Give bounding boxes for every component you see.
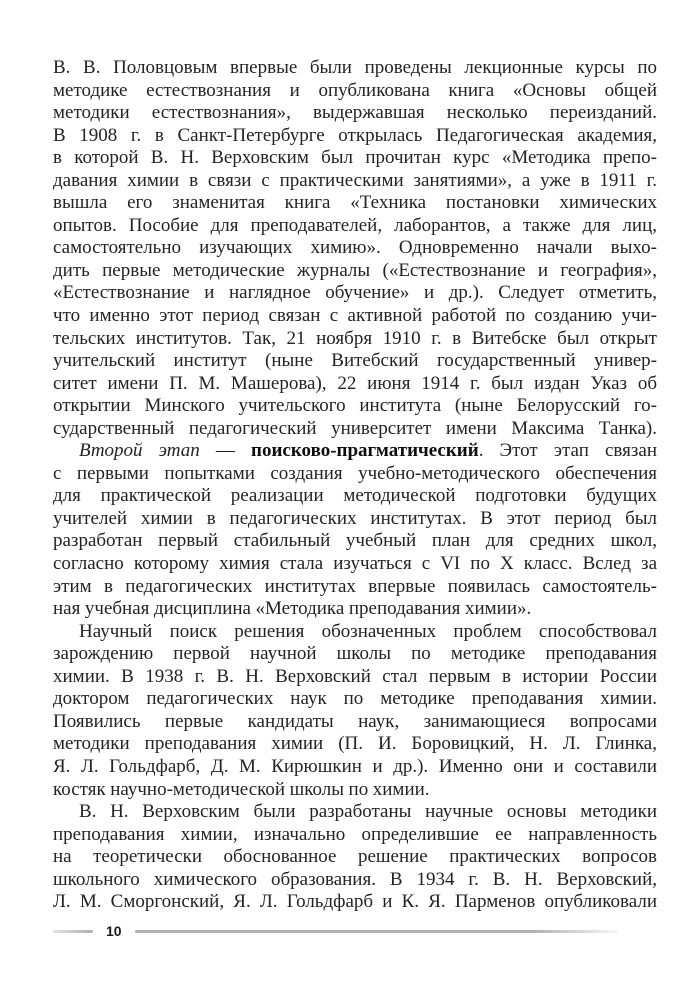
paragraph <box>53 621 657 801</box>
text-line <box>53 869 657 892</box>
text-line <box>53 485 657 508</box>
text-segment: согласно которому химия стала изучаться с VI по X класс. Вслед за <box>53 553 657 575</box>
text-segment: преподавания химии, изначально определившие ее направленность <box>53 823 657 845</box>
text-segment: доктором педагогических наук по методике преподавания химии. <box>53 688 657 710</box>
text-line <box>53 395 657 418</box>
text-segment: методики преподавания химии (П. И. Боровицкий, Н. Л. Глинка, <box>53 733 657 755</box>
text-segment: что именно этот период связан с активной работой по созданию учи- <box>53 305 657 327</box>
text-line <box>53 147 657 170</box>
text-segment: Я. Л. Гольдфарб, Д. М. Кирюшкин и др.). Именно они и составили <box>53 755 657 777</box>
text-line <box>53 440 657 463</box>
text-segment: давания химии в связи с практическими занятиями», а уже в 1911 г. <box>53 169 657 191</box>
paragraph <box>53 440 657 620</box>
text-line <box>53 733 657 756</box>
text-segment: поисково-прагматический <box>251 440 479 462</box>
text-segment: В 1908 г. в Санкт-Петербурге открылась Педагогическая академия, <box>53 124 657 146</box>
text-segment: учительский институт (ныне Витебский государственный универ- <box>53 350 657 372</box>
text-segment: в которой В. Н. Верховским был прочитан курс «Методика препо- <box>53 147 657 169</box>
text-line <box>53 688 657 711</box>
text-segment: методики естествознания», выдержавшая несколько переизданий. <box>53 102 657 124</box>
text-line <box>53 125 657 148</box>
text-segment: костяк научно-методической школы по химии. <box>53 778 430 800</box>
text-segment: ситет имени П. М. Машерова), 22 июня 1914 г. был издан Указ об <box>53 372 657 394</box>
text-segment: на теоретически обоснованное решение практических вопросов <box>53 846 657 868</box>
text-segment: разработан первый стабильный учебный план для средних школ, <box>53 530 657 552</box>
footer-rule-left <box>53 930 93 933</box>
text-segment: В. Н. Верховским были разработаны научные основы методики <box>79 801 657 823</box>
paragraph <box>53 57 657 440</box>
text-segment: Второй этап <box>79 440 200 462</box>
text-line <box>53 373 657 396</box>
text-line <box>53 666 657 689</box>
text-line <box>53 192 657 215</box>
text-segment: опытов. Пособие для преподавателей, лаборантов, а также для лиц, <box>53 214 657 236</box>
text-line <box>53 80 657 103</box>
text-line <box>53 576 657 599</box>
text-segment: этим в педагогических институтах впервые появилась самостоятель- <box>53 575 657 597</box>
text-segment: методике естествознания и опубликована книга «Основы общей <box>53 79 657 101</box>
text-segment: . Этот этап связан <box>478 440 657 462</box>
text-line <box>53 530 657 553</box>
text-line <box>53 102 657 125</box>
text-line <box>53 237 657 260</box>
text-segment: для практической реализации методической подготовки будущих <box>53 485 657 507</box>
text-segment: ная учебная дисциплина «Методика преподавания химии». <box>53 598 532 620</box>
text-segment: школьного химического образования. В 1934 г. В. Н. Верховский, <box>53 868 657 890</box>
text-segment: химии. В 1938 г. В. Н. Верховский стал первым в истории России <box>53 665 657 687</box>
text-segment: с первыми попытками создания учебно-методического обеспечения <box>53 462 657 484</box>
text-line <box>53 350 657 373</box>
text-line <box>53 418 657 441</box>
text-segment: тельских институтов. Так, 21 ноября 1910 г. в Витебске был открыт <box>53 327 657 349</box>
footer-rule-right <box>135 930 618 933</box>
text-segment: «Естествознание и наглядное обучение» и др.). Следует отметить, <box>53 282 657 304</box>
text-segment: Л. М. Сморгонский, Я. Л. Гольдфарб и К. Я. Парменов опубликовали <box>53 891 657 913</box>
text-segment: вышла его знаменитая книга «Техника постановки химических <box>53 192 657 214</box>
text-line <box>53 846 657 869</box>
text-line <box>53 260 657 283</box>
page-number: 10 <box>106 923 122 939</box>
text-line <box>53 215 657 238</box>
paragraph <box>53 801 657 914</box>
text-segment: — <box>199 440 252 462</box>
text-segment: учителей химии в педагогических институтах. В этот период был <box>53 507 657 529</box>
text-line <box>53 508 657 531</box>
page-text <box>53 57 657 914</box>
text-line <box>53 621 657 644</box>
text-line <box>53 463 657 486</box>
text-line <box>53 824 657 847</box>
text-line <box>53 756 657 779</box>
text-line <box>53 801 657 824</box>
text-line <box>53 891 657 914</box>
text-line <box>53 643 657 666</box>
text-line <box>53 170 657 193</box>
text-segment: В. В. Половцовым впервые были проведены лекционные курсы по <box>53 57 657 78</box>
text-line <box>53 305 657 328</box>
text-line <box>53 711 657 734</box>
text-segment: Появились первые кандидаты наук, занимающиеся вопросами <box>53 710 657 732</box>
text-line <box>53 779 657 802</box>
text-line <box>53 598 657 621</box>
text-segment: Научный поиск решения обозначенных проблем способствовал <box>79 620 657 642</box>
page-footer <box>53 925 618 937</box>
text-segment: сударственный педагогический университет имени Максима Танка). <box>53 417 657 439</box>
text-line <box>53 328 657 351</box>
text-segment: самостоятельно изучающих химию». Одновременно начали выхо- <box>53 237 657 259</box>
text-line <box>53 57 657 80</box>
text-segment: зарождению первой научной школы по методике преподавания <box>53 643 657 665</box>
text-line <box>53 282 657 305</box>
text-line <box>53 553 657 576</box>
text-segment: открытии Минского учительского института (ныне Белорусский го- <box>53 395 657 417</box>
text-segment: дить первые методические журналы («Естествознание и география», <box>53 259 657 281</box>
